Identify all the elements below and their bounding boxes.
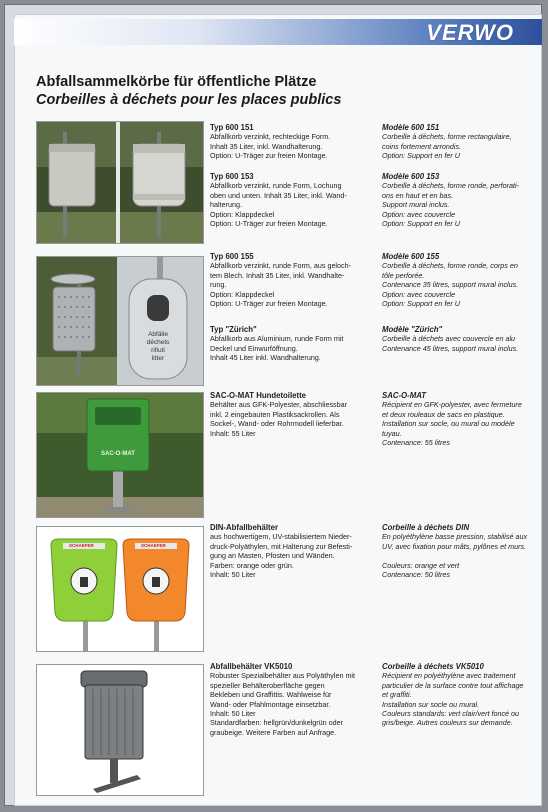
text-line: Option: Support en fer U <box>382 219 460 229</box>
text-line: Corbeille à déchets, forme rectangulaire, <box>382 132 512 142</box>
title-french: Corbeilles à déchets pour les places publics <box>36 92 342 108</box>
product-title: Corbeille à déchets VK5010 <box>382 662 484 671</box>
text-line: Option: Klappdeckel <box>210 289 275 299</box>
product-title: DIN-Abfallbehälter <box>210 523 279 532</box>
product-title: Typ 600 155 <box>210 252 254 261</box>
text-line: Inhalt: 50 Liter <box>210 570 256 580</box>
text-line: Option: avec couvercle <box>382 289 456 299</box>
text-line: Récipient en polyéthylène avec traitement <box>382 671 516 681</box>
text-line: Deckel und Einwurföffnung. <box>210 343 298 353</box>
text-line: Option: Klappdeckel <box>210 209 275 219</box>
photo-bins-600-155-zurich <box>36 256 204 386</box>
page-frame <box>4 4 542 806</box>
text-line: En polyéthylène basse pression, stabilisé aux <box>382 532 528 542</box>
product-title: Typ 600 153 <box>210 172 254 181</box>
text-line: Corbeille à déchets, forme ronde, perforati- <box>382 181 520 191</box>
zurich-label-line: Abfälle <box>148 331 168 338</box>
text-line: Option: U-Träger zur freien Montage. <box>210 151 328 161</box>
product-title: SAC-O-MAT Hundetoilette <box>210 391 307 400</box>
text-line: aus hochwertigem, UV-stabilisiertem Nieder- <box>210 532 352 542</box>
product-title: Corbeille à déchets DIN <box>382 523 470 532</box>
zurich-label-line: déchets <box>146 339 170 346</box>
product-din-fr <box>382 523 538 579</box>
photo-vk5010 <box>36 664 204 796</box>
text-line: coins fortement arrondis. <box>382 141 462 151</box>
product-600-155-de <box>210 252 380 308</box>
text-line: Bekleben und Graffittis. Wahlweise für <box>210 690 332 700</box>
text-line: Corbeille à déchets avec couvercle en alu <box>382 334 516 344</box>
product-zurich-fr <box>382 325 538 353</box>
text-line: Support mural inclus. <box>382 200 450 210</box>
text-line: Récipient en GFK-polyester, avec fermeture <box>382 400 522 410</box>
text-line: Behälter aus GFK-Polyester, abschliessbar <box>210 400 348 410</box>
photo-bins-600-151-153 <box>36 121 204 244</box>
text-line: Farben: orange oder grün. <box>210 560 294 570</box>
text-line: Abfallkorb verzinkt, rechteckige Form. <box>210 132 331 142</box>
text-line: druck-Polyäthylen, mit Halterung zur Befesti- <box>210 541 353 551</box>
text-line: Inhalt 35 Liter, inkl. Wandhalterung. <box>210 141 323 151</box>
text-line: Option: U-Träger zur freien Montage. <box>210 219 328 229</box>
text-line: inkl. 2 eingebauten Plastiksackrollen. Als <box>210 409 340 419</box>
text-line: Contenance: 55 litres <box>382 438 450 448</box>
text-line: halterung. <box>210 200 242 210</box>
brand-bar <box>14 19 542 45</box>
product-sac-o-mat-de <box>210 391 380 438</box>
text-line: Abfallkorb aus Aluminium, runde Form mit <box>210 334 344 344</box>
text-line: Contenance: 50 litres <box>382 570 450 580</box>
text-line: Sockel-, Wand- oder Rohrmodell lieferbar. <box>210 419 344 429</box>
text-line: Wand- oder Pfahlmontage einsetzbar. <box>210 699 331 709</box>
text-line: Abfallkorb verzinkt, runde Form, aus geloch- <box>210 261 352 271</box>
text-line: Inhalt 45 Liter inkl. Wandhalterung. <box>210 353 321 363</box>
zurich-bin-label <box>141 331 175 363</box>
zurich-label-line: rifiuti <box>151 347 165 354</box>
text-line: particulier de la surface contre tout affichage <box>382 680 524 690</box>
product-600-151-fr <box>382 123 538 161</box>
text-line: Option: Support en fer U <box>382 151 460 161</box>
text-line: tuyau. <box>382 428 402 438</box>
text-line: Option: avec couvercle <box>382 209 456 219</box>
product-title: Modèle 600 151 <box>382 123 440 132</box>
zurich-label-line: litter <box>151 355 165 362</box>
text-line: Inhalt: 55 Liter <box>210 428 256 438</box>
brand-logo: VERWO <box>426 20 514 45</box>
product-title: Modèle "Zürich" <box>382 325 443 334</box>
text-line: UV, avec fixation pour mâts, pylônes et murs. <box>382 541 527 551</box>
product-sac-o-mat-fr <box>382 391 538 447</box>
text-line: Couleurs: orange et vert <box>382 560 460 570</box>
text-line: Abfallkorb verzinkt, runde Form, Lochung <box>210 181 342 191</box>
title-german: Abfallsammelkörbe für öffentliche Plätze <box>36 74 317 90</box>
text-line: Couleurs standards: vert clair/vert foncé ou <box>382 709 520 719</box>
photo-din-bins <box>36 526 204 652</box>
text-line: ons en haut et en bas. <box>382 190 454 200</box>
text-line: gris/beige. Autres couleurs sur demande. <box>382 718 513 728</box>
text-line: et graffiti. <box>382 690 412 700</box>
text-line: Contenance 35 litres, support mural inclus. <box>382 280 519 290</box>
text-line: rung. <box>210 280 227 290</box>
text-line: graubeige. Weitere Farben auf Anfrage. <box>210 727 337 737</box>
din-brand-green: SCHAEFER <box>69 543 94 548</box>
text-line: Standardfarben: hellgrün/dunkelgrün oder <box>210 718 344 728</box>
text-line: gung an Masten, Pfosten und Wänden. <box>210 551 335 561</box>
text-line: oben und unten. Inhalt 35 Liter, inkl. Wand- <box>210 190 347 200</box>
product-vk5010-de <box>210 662 380 737</box>
product-600-151-de <box>210 123 380 161</box>
text-line: Option: U-Träger zur freien Montage. <box>210 299 328 309</box>
product-title: Abfallbehälter VK5010 <box>210 662 293 671</box>
product-vk5010-fr <box>382 662 538 728</box>
product-din-de <box>210 523 380 579</box>
din-brand-orange: SCHAEFER <box>141 543 166 548</box>
text-line: Option: Support en fer U <box>382 299 460 309</box>
text-line: Robuster Spezialbehälter aus Polyäthylen mit <box>210 671 356 681</box>
product-title: Modèle 600 153 <box>382 172 440 181</box>
text-line: Installation sur socle ou mural. <box>382 699 480 709</box>
text-line: Contenance 45 litres, support mural inclus. <box>382 343 519 353</box>
product-title: Modèle 600 155 <box>382 252 440 261</box>
product-600-153-fr <box>382 172 538 228</box>
text-line: Corbeille à déchets, forme ronde, corps en <box>382 261 518 271</box>
text-line: spezieller Behälteroberfläche gegen <box>210 680 325 690</box>
product-title: SAC-O-MAT <box>382 391 427 400</box>
sac-o-mat-label: SAC-O-MAT <box>101 451 135 457</box>
document-page <box>14 14 542 806</box>
text-line: Inhalt: 50 Liter <box>210 709 256 719</box>
text-line: et deux rouleaux de sacs en plastique. <box>382 409 505 419</box>
product-600-155-fr <box>382 252 538 308</box>
product-title: Typ "Zürich" <box>210 325 257 334</box>
text-line: Installation sur socle, ou mural ou modèle <box>382 419 515 429</box>
text-line: tôle perforée. <box>382 270 425 280</box>
text-line: tem Blech. Inhalt 35 Liter, inkl. Wandhalte- <box>210 270 345 280</box>
product-600-153-de <box>210 172 380 228</box>
photo-sac-o-mat <box>36 392 204 518</box>
product-title: Typ 600 151 <box>210 123 254 132</box>
text-line <box>382 551 538 560</box>
product-zurich-de <box>210 325 380 363</box>
